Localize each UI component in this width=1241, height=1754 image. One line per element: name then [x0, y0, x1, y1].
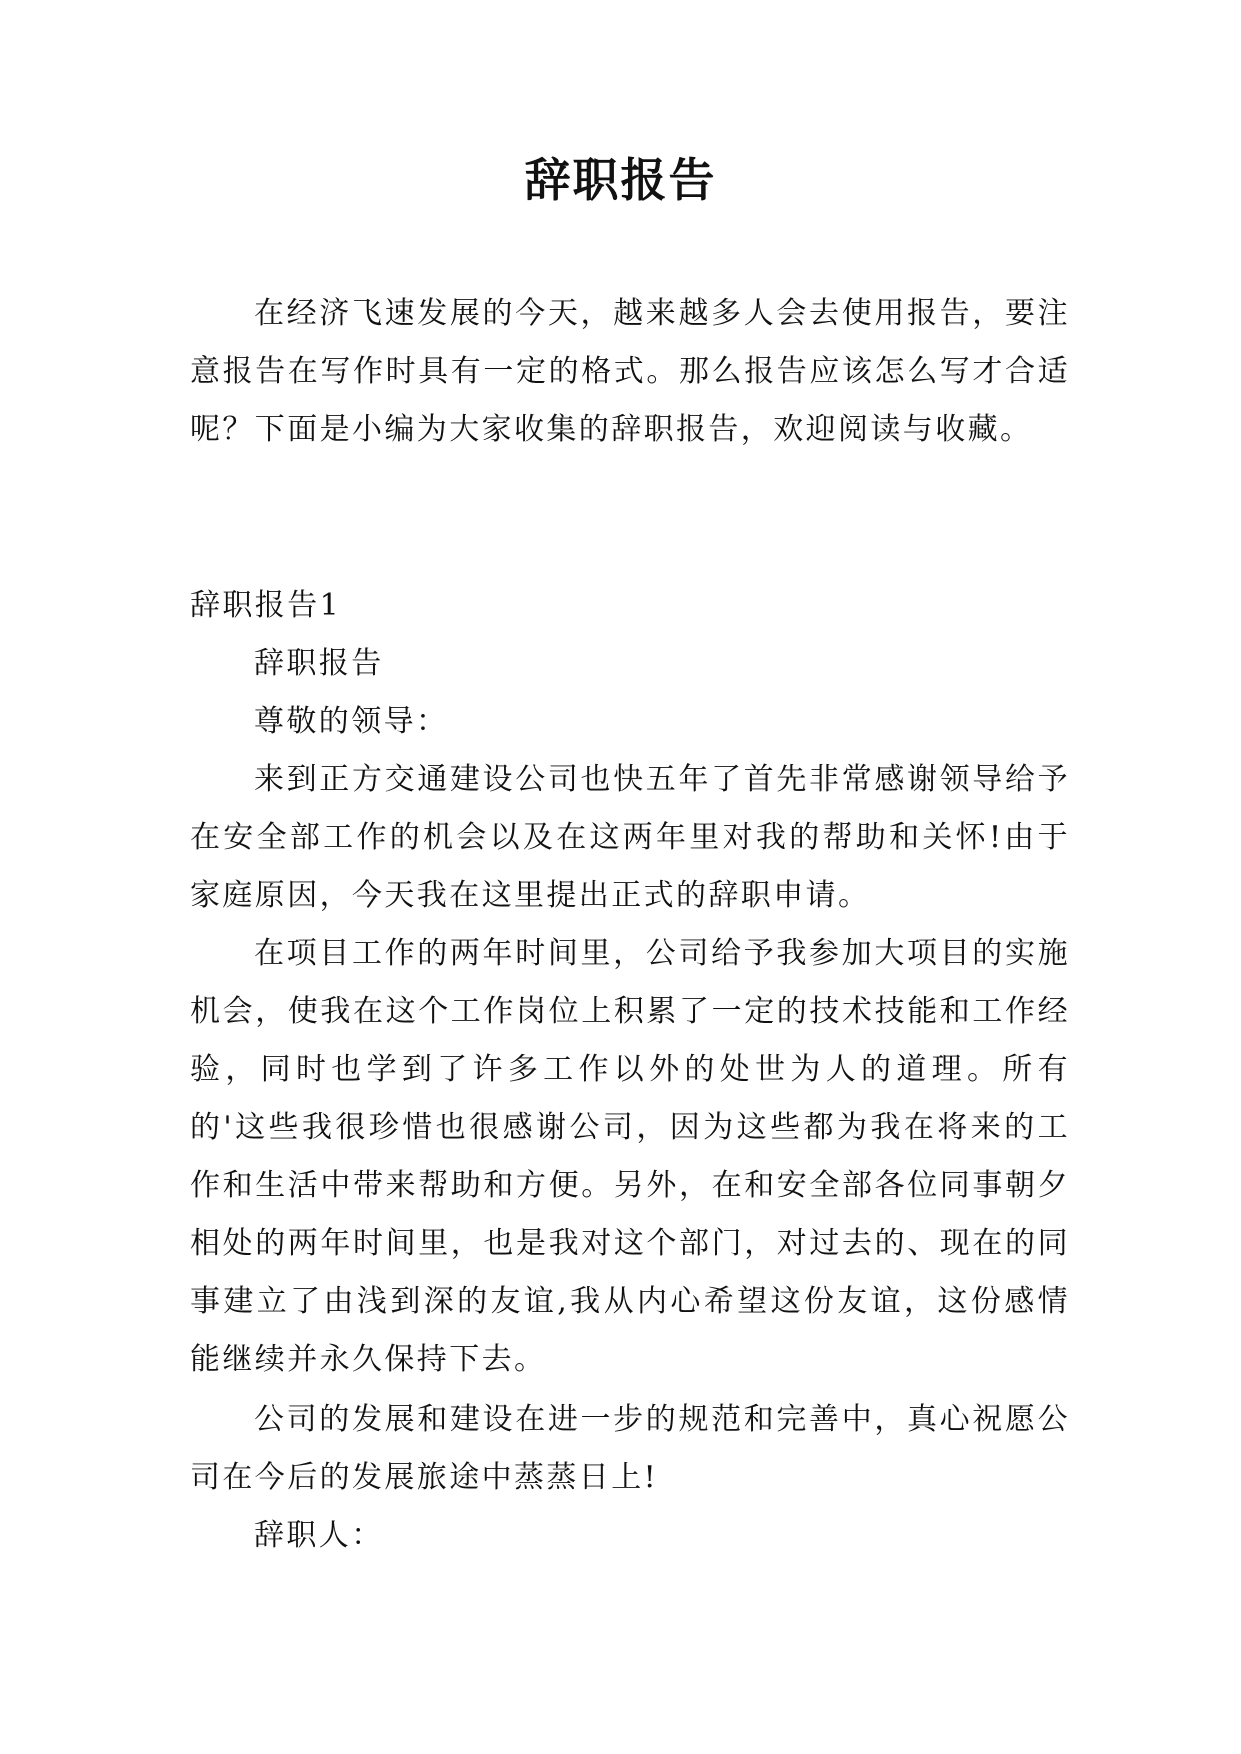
- document-title: 辞职报告: [524, 153, 717, 207]
- letter-heading: 辞职报告: [254, 646, 384, 681]
- letter-salutation: 尊敬的领导：: [254, 704, 449, 739]
- letter-signature: 辞职人：: [254, 1518, 384, 1553]
- letter-paragraph-3: 公司的发展和建设在进一步的规范和完善中，真心祝愿公司在今后的发展旅途中蒸蒸日上!: [190, 1402, 1070, 1495]
- letter-paragraph-2: 在项目工作的两年时间里，公司给予我参加大项目的实施机会，使我在这个工作岗位上积累了一定的技术技能和工作经验，同时也学到了许多工作以外的处世为人的道理。所有的'这些我很珍惜也很感谢公司，因为这些都为我在将来的工作和生活中带来帮助和方便。另外，在和安全部各位同事朝夕相处的两年时间里，也是我对这个部门，对过去的、现在的同事建立了由浅到深的友谊,我从内心希望这份友谊，这份感情能继续并永久保持下去。: [190, 936, 1070, 1377]
- letter-paragraph-1: 来到正方交通建设公司也快五年了首先非常感谢领导给予在安全部工作的机会以及在这两年里对我的帮助和关怀!由于家庭原因，今天我在这里提出正式的辞职申请。: [190, 762, 1070, 913]
- intro-paragraph: 在经济飞速发展的今天，越来越多人会去使用报告，要注意报告在写作时具有一定的格式。那么报告应该怎么写才合适呢？下面是小编为大家收集的辞职报告，欢迎阅读与收藏。: [190, 296, 1070, 447]
- section-title: 辞职报告1: [190, 588, 342, 623]
